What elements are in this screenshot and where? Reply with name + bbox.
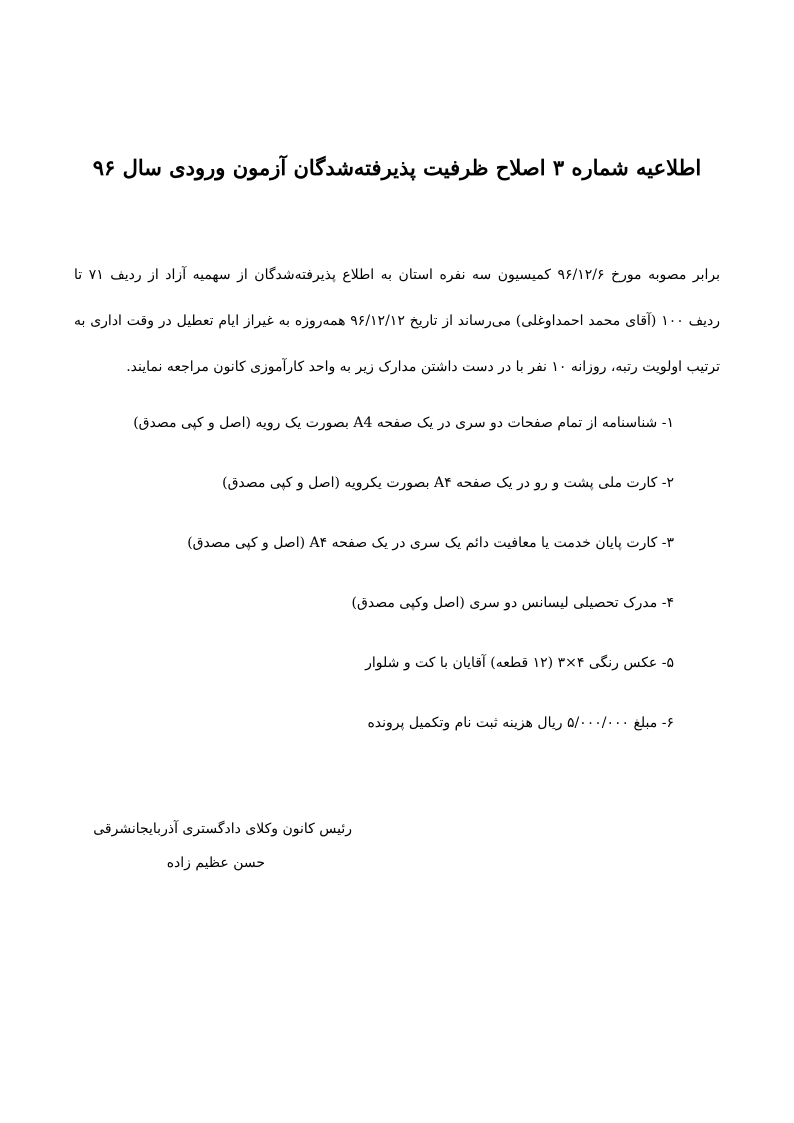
list-item: ۵- عکس رنگی ۴×۳ (۱۲ قطعه) آقایان با کت و شلوار [365,655,674,671]
document-title: اطلاعیه شماره ۳ اصلاح ظرفیت پذیرفته‌شدگان آزمون ورودی سال ۹۶ [92,155,702,180]
list-item: ۶- مبلغ ۵/۰۰۰/۰۰۰ ریال هزینه ثبت نام وتکمیل پرونده [367,715,674,731]
list-item: ۱- شناسنامه از تمام صفحات دو سری در یک صفحه A4 بصورت یک رویه (اصل و کپی مصدق) [133,415,674,431]
signature-block [80,812,380,880]
signatory-role: رئیس کانون وکلای دادگستری آذربایجانشرقی [93,821,352,837]
required-documents-list [80,400,674,760]
signatory-name: حسن عظیم زاده [166,855,265,871]
intro-paragraph: برابر مصوبه مورخ ۹۶/۱۲/۶ کمیسیون سه نفره استان به اطلاع پذیرفته‌شدگان از سهمیه آزاد از ردیف ۷۱ تا ردیف ۱۰۰ (آقای محمد احمداوغلی) می‌رساند از تاریخ ۹۶/۱۲/۱۲ همه‌روزه به غیراز ایام تعطیل در وقت اداری به ترتیب اولویت رتبه، روزانه ۱۰ نفر با در دست داشتن مدارک زیر به واحد کارآموزی کانون مراجعه نمایند. [74,267,720,375]
list-item: ۳- کارت پایان خدمت یا معافیت دائم یک سری در یک صفحه A۴ (اصل و کپی مصدق) [187,535,674,551]
list-item: ۴- مدرک تحصیلی لیسانس دو سری (اصل وکپی مصدق) [351,595,674,611]
list-item: ۲- کارت ملی پشت و رو در یک صفحه A۴ بصورت یکرویه (اصل و کپی مصدق) [222,475,674,491]
